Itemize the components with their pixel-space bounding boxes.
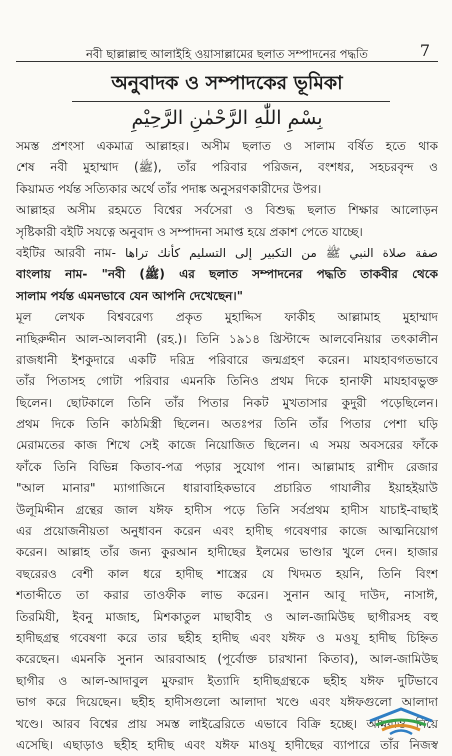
text-line: মূল লেখক বিশ্ববরেণ্য প্রকৃত মুহাদ্দিস ফাকীহ আল্লামাহ মুহাম্মাদ <box>16 310 438 325</box>
text-line: ফাঁকে তিনি বিভিন্ন কিতাব-পত্র পড়ার সুযোগ পান। আল্লামাহ রাশীদ রেজার <box>16 459 438 474</box>
text-line: কিয়ামত পর্যন্ত সত্যিকার অর্থে তাঁর পদাঙ্ক অনুসরণকারীদের উপর। <box>16 181 322 196</box>
text-line: ছাগীর ও আল-আদাবুল মুফরাদ ইত্যাদি হাদীছগ্রন্থকে ছহীহ যঈফ দুটিভাবে <box>16 673 438 688</box>
text-line: বাংলায় নাম- "নবী (ﷺ) এর ছলাত সম্পাদনের পদ্ধতি তাকবীর থেকে <box>16 267 438 282</box>
title-underline <box>72 101 390 102</box>
text-line: সৃষ্টিকারী বইটি সযত্নে অনুবাদ ও সম্পাদনা সমাপ্ত হয়ে প্রকাশ পেতে যাচ্ছে। <box>16 224 363 239</box>
text-line: এসেছি। এছাড়াও ছহীহ হাদীছ এবং যঈফ মাওযূ হাদীছের ব্যাপারে তাঁর নিজস্ব <box>16 737 438 752</box>
text-line: খণ্ডে। আরব বিশ্বের প্রায় সমস্ত লাইব্রেরিতে এভাবে বিক্রি হচ্ছে। আমরাও নিয়ে <box>16 716 438 731</box>
section-title: অনুবাদক ও সম্পাদকের ভূমিকা <box>111 72 343 94</box>
text-line: নাছিরুদ্দীন আল-আলবানী (রহ.)। তিনি ১৯১৪ খ্রিস্টাব্দে আলবেনিয়ার তৎকালীন <box>16 331 438 346</box>
text-line: বছরেরও বেশী কাল ধরে হাদীছ শাস্ত্রের যে খিদমত হয়নি, তিনি বিংশ <box>16 566 438 581</box>
text-line: ছিলেন। ছোটকালে তিনি তাঁর পিতার নিকট মুখতাসার কুদুরী পড়েছিলেন। <box>16 395 438 410</box>
text-line: সমস্ত প্রশংসা একমাত্র আল্লাহর। অসীম ছলাত ও সালাম বর্ষিত হতে থাক <box>16 139 438 153</box>
text-line: এর প্রয়োজনীয়তা অনুধাবন করেন এবং হাদীছ গবেষণার কাজে আত্মনিয়োগ <box>16 524 438 539</box>
text-line: ভাগ করে দিয়েছেন। ছহীহ হাদীসগুলো আলাদা খণ্ডে এবং যঈফগুলো আলাদা <box>16 695 438 710</box>
publisher-logo-icon <box>366 707 436 737</box>
text-line: উলূমিদ্দীন গ্রন্থের জাল যঈফ হাদীস পড়ে তিনি সর্বপ্রথম হাদীস যাচাই-বাছাই <box>16 502 438 517</box>
text-line: রাজধানী ইশকুদারে একটি দরিদ্র পরিবারে জন্মগ্রহণ করেন। মাযহাবগতভাবে <box>16 352 438 367</box>
text-line: করেন। আল্লাহ তাঁর জন্য কুরআন হাদীছের ইলমের ভাণ্ডার খুলে দেন। হাজার <box>16 545 438 560</box>
text-line: মেরামতের কাজ শিখে সেই কাজে নিয়োজিত ছিলেন। এ সময় অবসরের ফাঁকে <box>16 438 438 453</box>
text-line: করেছেন। এমনকি সুনান আরবাআহ (পূর্বোক্ত চারখানা কিতাব), আল-জামিউছ <box>16 652 438 667</box>
text-line: হাদীছগ্রন্থ গবেষণা করে তার ছহীহ হাদীছ এবং যঈফ ও মওযূ হাদীছ চিহ্নিত <box>16 630 438 645</box>
text-line: শেষ নবী মুহাম্মাদ (ﷺ), তাঁর পরিবার পরিজন, বংশধর, সহচরবৃন্দ ও <box>16 160 438 175</box>
text-line: আল্লাহর অসীম রহমতে বিশ্বের সর্বসেরা ও বিশুদ্ধ ছলাত শিক্ষার আলোড়ন <box>16 203 438 218</box>
text-line: সালাম পর্যন্ত এমনভাবে যেন আপনি দেখেছেন।" <box>16 288 243 303</box>
bismillah: بِسْمِ اللّٰهِ الرَّحْمٰنِ الرَّحِيْمِ <box>131 107 323 129</box>
title-row <box>16 68 438 102</box>
running-title: নবী ছাল্লাল্লাহু আলাইহি ওয়াসাল্লামের ছলাত সম্পাদনের পদ্ধতি <box>86 47 368 61</box>
text-line: প্রথম দিকে তিনি কাঠমিস্ত্রী ছিলেন। অতঃপর তিনি তাঁর পিতার পেশা ঘড়ি <box>16 417 438 432</box>
text-line-arabic-name: বইটির আরবী নাম- صفة صلاة النبي ﷺ من التكبير إلى التسليم كأنك تراها <box>16 245 438 260</box>
text-line: "আল মানার" ম্যাগাজিনে ধারাবাহিকভাবে প্রচারিত গাযালীর ইয়াহইয়াউ <box>16 481 438 496</box>
page-number: 7 <box>419 41 430 60</box>
running-header <box>16 22 438 62</box>
text-line: শতাব্দীতে তা করার তাওফীক লাভ করেন। সুনান আবূ দাউদ, নাসাঈ, <box>16 588 438 603</box>
text-line: তিরমিযী, ইবনু মাজাহ, মিশকাতুল মাছাবীহ ও আল-জামিউছ ছাগীরসহ বহু <box>16 609 438 624</box>
body-text <box>16 136 438 756</box>
text-line: তাঁর পিতাসহ গোটা পরিবার এমনকি তিনিও প্রথম দিকে হানাফী মাযহাবভুক্ত <box>16 374 438 389</box>
